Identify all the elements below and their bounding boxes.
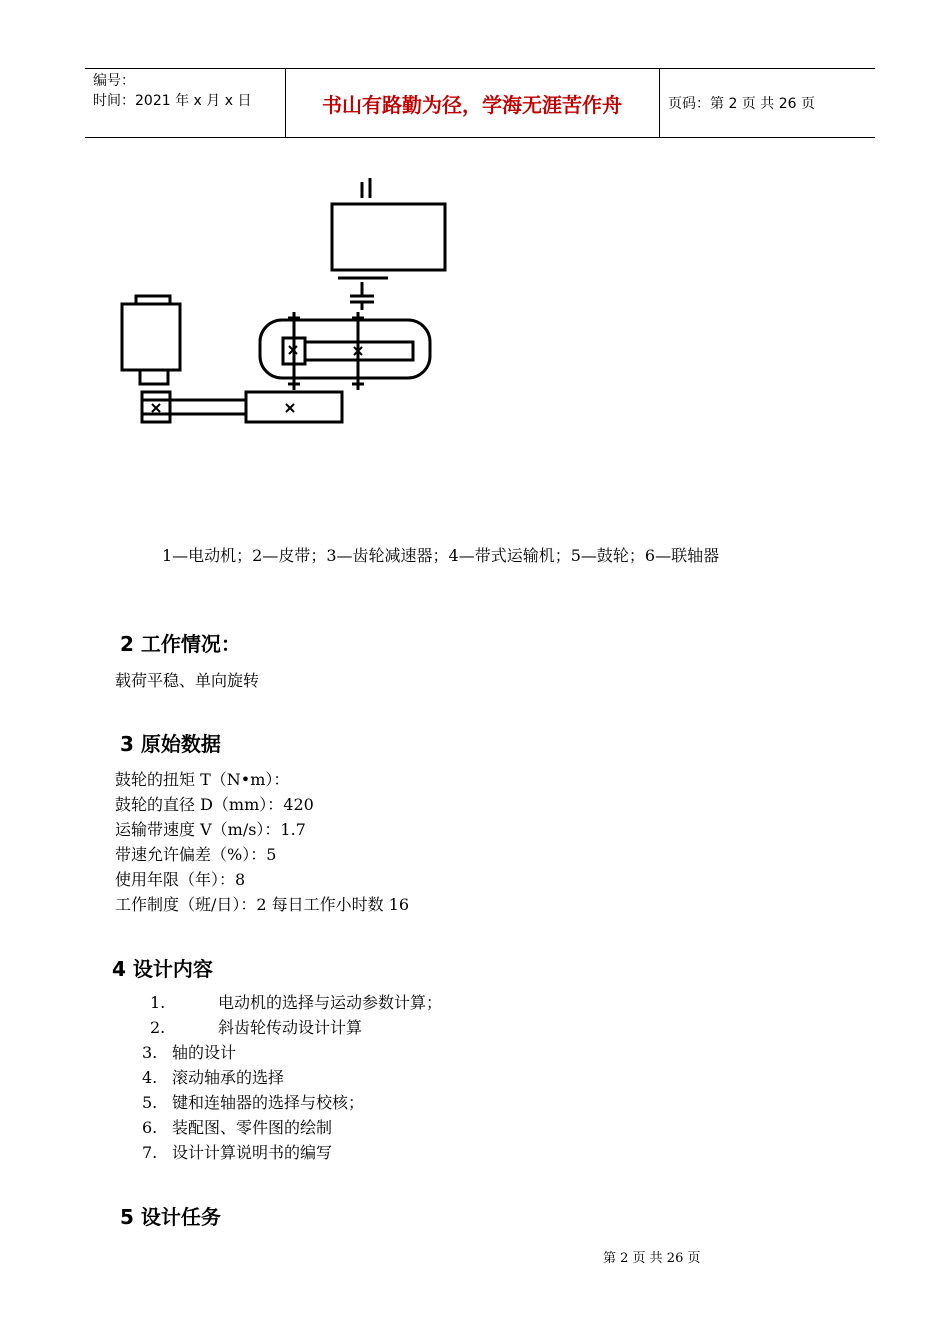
reducer-pulley: [246, 392, 342, 422]
list-item-text: 斜齿轮传动设计计算: [218, 1018, 363, 1037]
raw-data-item: 鼓轮的直径 D（mm）：420: [115, 795, 314, 814]
gear-reducer-housing: [260, 320, 430, 378]
raw-data-item: 使用年限（年）：8: [115, 870, 246, 889]
section-5-heading: 5 设计任务: [120, 1205, 221, 1229]
header-page-number: 页码：第 2 页 共 26 页: [668, 96, 815, 112]
raw-data-item: 工作制度（班/日）：2 每日工作小时数 16: [115, 895, 410, 914]
conveyor-drum: [332, 204, 445, 270]
transmission-schematic: [100, 168, 460, 448]
list-item-text: 电动机的选择与运动参数计算；: [218, 993, 443, 1012]
section-4-heading: 4 设计内容: [112, 957, 213, 981]
list-item-text: 轴的设计: [172, 1043, 237, 1062]
section-3-heading: 3 原始数据: [120, 732, 221, 756]
list-item-text: 装配图、零件图的绘制: [172, 1118, 333, 1137]
list-item-number: 4.: [142, 1068, 158, 1087]
document-number-label: 编号：: [93, 73, 135, 89]
section-2-text: 载荷平稳、单向旋转: [115, 671, 260, 690]
page-footer: 第 2 页 共 26 页: [603, 1251, 701, 1266]
figure-caption: 1—电动机；2—皮带；3—齿轮减速器；4—带式运输机；5—鼓轮；6—联轴器: [162, 546, 720, 565]
list-item-number: 7.: [142, 1143, 158, 1162]
raw-data-item: 鼓轮的扭矩 T（N•m）：: [115, 770, 290, 789]
raw-data-item: 运输带速度 V（m/s）：1.7: [115, 820, 306, 839]
list-item-number: 5.: [142, 1093, 158, 1112]
list-item-number: 2.: [150, 1018, 166, 1037]
list-item-text: 键和连轴器的选择与校核；: [172, 1093, 365, 1112]
electric-motor: [122, 304, 180, 370]
document-time-label: 时间：2021 年 x 月 x 日: [93, 93, 252, 109]
list-item-number: 3.: [142, 1043, 158, 1062]
section-2-heading: 2 工作情况：: [120, 632, 241, 656]
raw-data-item: 带速允许偏差（%）：5: [115, 845, 277, 864]
list-item-number: 1.: [150, 993, 166, 1012]
header-meta: [93, 71, 283, 111]
header-divider: [659, 69, 660, 137]
page-header: [85, 68, 875, 138]
header-motto: 书山有路勤为径，学海无涯苦作舟: [322, 92, 622, 117]
list-item-number: 6.: [142, 1118, 158, 1137]
list-item-text: 设计计算说明书的编写: [172, 1143, 333, 1162]
list-item-text: 滚动轴承的选择: [172, 1068, 285, 1087]
raw-data-list: [115, 767, 409, 917]
